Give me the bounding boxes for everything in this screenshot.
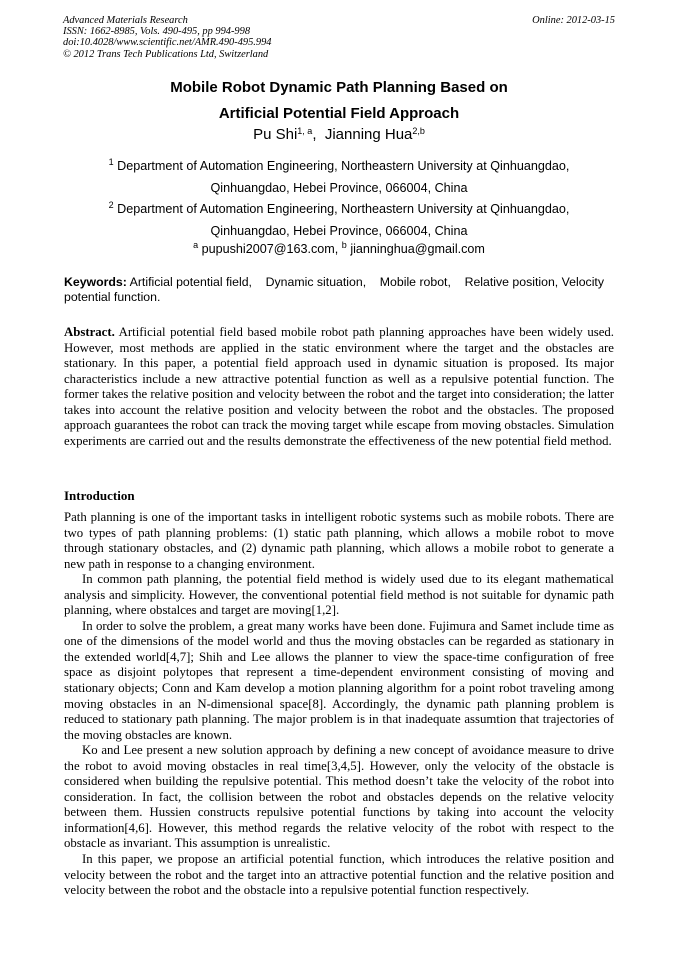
keywords <box>64 275 614 304</box>
abstract <box>64 325 614 449</box>
affiliation-2 <box>0 195 678 242</box>
email-b-mark: b <box>341 240 347 250</box>
email-a[interactable]: pupushi2007@163.com, <box>201 242 339 256</box>
affiliation-2-line-1: Department of Automation Engineering, Northeastern University at Qinhuangdao, <box>117 202 570 216</box>
online-date: Online: 2012-03-15 <box>532 15 615 26</box>
author-1-superscript: 1, a <box>297 126 313 136</box>
affiliation-1-mark: 1 <box>108 157 114 167</box>
author-list: Pu Shi$^{1, a}$, Jianning Hua$^{2,b}$ <box>253 126 425 143</box>
affiliation-2-mark: 2 <box>108 200 114 210</box>
email-a-mark: a <box>193 240 199 250</box>
introduction-body <box>64 510 614 899</box>
author-emails <box>0 240 678 256</box>
abstract-text: Artificial potential field based mobile robot path planning approaches have been widely used. However, most methods are applied in the static environment where the target and the obstacles are stationary. In this paper, a potential field approach used in dynamic situation is proposed. Its major characteristics include a new attractive potential function as well as a repulsive potential function. The former takes the relative position and velocity between the robot and the target into consideration; the latter takes into account the relative position and velocity between the robot and the obstacles. The proposed approach guarantees the robot can track the moving target while escape from moving obstacles. Simulation experiments are carried out and the results demonstrate the effectiveness of the new potential field method. <box>64 325 614 448</box>
author-2-superscript: 2,b <box>412 126 425 136</box>
doi-line[interactable]: doi:10.4028/www.scientific.net/AMR.490-495.994 <box>63 37 272 49</box>
intro-paragraph: Ko and Lee present a new solution approach by defining a new concept of avoidance measure to drive the robot to avoid moving obstacles in real time[3,4,5]. However, only the velocity of the obstacle is considered when building the repulsive potential. This method doesn’t take the velocity of the robot into consideration. In fact, the collision between the robot and obstacles depends on the relative velocity between them. Hussien constructs repulsive potential functions by taking into account the velocity information[4,6]. However, this method regards the relative velocity of the robot with respect to the obstacle as invariant. This assumption is unrealistic. <box>64 743 614 851</box>
author-2-name: Jianning Hua <box>324 126 413 143</box>
paper-title-line-2: Artificial Potential Field Approach <box>218 105 460 122</box>
keyword-item: Artificial potential field, <box>129 275 252 289</box>
email-b[interactable]: jianninghua@gmail.com <box>350 242 485 256</box>
intro-paragraph: In this paper, we propose an artificial potential function, which introduces the relative position and velocity between the robot and the target into an attractive potential function and the relative position and velocity between the robot and the obstacle into a repulsive potential function respectively. <box>64 852 614 898</box>
copyright-line: © 2012 Trans Tech Publications Ltd, Switzerland <box>63 48 269 60</box>
affiliation-1 <box>0 152 678 199</box>
author-1-name: Pu Shi <box>253 126 298 143</box>
affiliation-2-line-2: Qinhuangdao, Hebei Province, 066004, China <box>210 223 468 238</box>
issn-line: ISSN: 1662-8985, Vols. 490-495, pp 994-998 <box>63 26 251 38</box>
intro-paragraph: In common path planning, the potential field method is widely used due to its elegant mathematical analysis and simplicity. However, the conventional potential field method is not suitable for dynamic path planning, where obstalces and target are moving[1,2]. <box>64 572 614 618</box>
affiliation-1-line-1: Department of Automation Engineering, Northeastern University at Qinhuangdao, <box>117 159 570 173</box>
keyword-item: Dynamic situation, <box>265 275 367 289</box>
paper-title-line-1: Mobile Robot Dynamic Path Planning Based on <box>170 79 508 96</box>
journal-name: Advanced Materials Research <box>63 15 188 26</box>
keywords-label: Keywords: <box>64 275 127 289</box>
affiliation-1-line-2: Qinhuangdao, Hebei Province, 066004, China <box>210 180 468 195</box>
intro-paragraph: Path planning is one of the important tasks in intelligent robotic systems such as mobile robots. There are two types of path planning problems: (1) static path planning, which allows a mobile robot to move through stationary obstacles, and (2) dynamic path planning, which allows a mobile robot to generate a new path in response to a changing environment. <box>64 510 614 571</box>
journal-header <box>63 15 615 60</box>
keyword-item: Relative position, Velocity potential function. <box>64 275 605 304</box>
intro-paragraph: In order to solve the problem, a great many works have been done. Fujimura and Samet include time as one of the dimensions of the model world and thus the moving obstacles can be regarded as stationary in the extended world[4,7]; Shih and Lee allows the planner to view the space-time configuration of free space as disjoint polytopes that represent a time-dependent environment consisting of moving and stationary objects; Conn and Kam develop a motion planning algorithm for a point robot traveling among moving obstacles in an N-dimensional space[8]. Accordingly, the dynamic path planning problem is reduced to stationary path planning. The major problem is in that inadequate assumtion that trajectories of the moving obstacles are known. <box>64 618 614 742</box>
section-heading-introduction: Introduction <box>64 488 135 503</box>
keyword-item: Mobile robot, <box>379 275 451 289</box>
abstract-label: Abstract. <box>64 325 115 339</box>
